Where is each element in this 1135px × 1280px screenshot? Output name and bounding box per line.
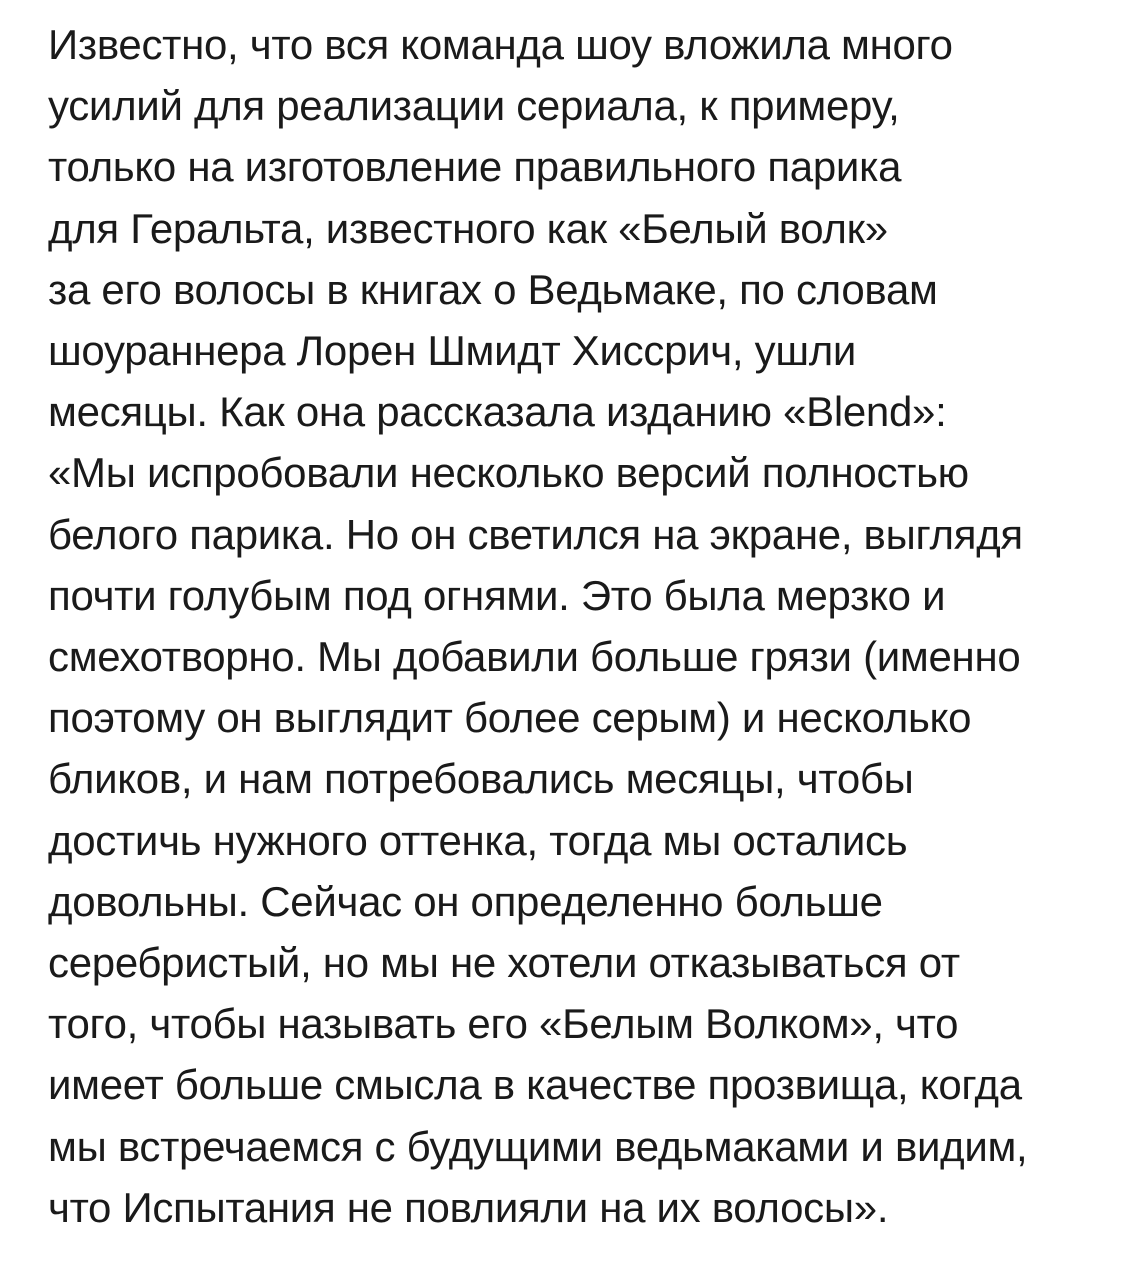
text-line: имеет больше смысла в качестве прозвища, когда bbox=[48, 1061, 1022, 1109]
text-line: только на изготовление правильного парика bbox=[48, 143, 902, 191]
text-line: для Геральта, известного как «Белый волк» bbox=[48, 204, 888, 252]
text-line: шоураннера Лорен Шмидт Хиссрич, ушли bbox=[48, 327, 857, 375]
text-line: того, чтобы называть его «Белым Волком», что bbox=[48, 1000, 959, 1048]
text-line: почти голубым под огнями. Это была мерзко и bbox=[48, 571, 946, 619]
text-line: Известно, что вся команда шоу вложила много bbox=[48, 21, 953, 68]
text-line: серебристый, но мы не хотели отказываться от bbox=[48, 939, 960, 987]
text-line: за его волосы в книгах о Ведьмаке, по словам bbox=[48, 265, 938, 313]
text-line: довольны. Сейчас он определенно больше bbox=[48, 877, 883, 925]
text-line: месяцы. Как она рассказала изданию «Blend»: bbox=[48, 388, 947, 436]
text-line: мы встречаемся с будущими ведьмаками и видим, bbox=[48, 1122, 1028, 1170]
text-line: «Мы испробовали несколько версий полностью bbox=[48, 449, 969, 497]
text-line: бликов, и нам потребовались месяцы, чтобы bbox=[48, 755, 914, 803]
text-line: достичь нужного оттенка, тогда мы остались bbox=[48, 816, 908, 864]
text-line: усилий для реализации сериала, к примеру, bbox=[48, 82, 900, 130]
article-paragraph bbox=[48, 14, 1135, 1238]
text-line: поэтому он выглядит более серым) и несколько bbox=[48, 694, 972, 742]
text-line: что Испытания не повлияли на их волосы». bbox=[48, 1183, 889, 1231]
text-line: смехотворно. Мы добавили больше грязи (именно bbox=[48, 633, 1021, 681]
text-line: белого парика. Но он светился на экране, выглядя bbox=[48, 510, 1023, 558]
